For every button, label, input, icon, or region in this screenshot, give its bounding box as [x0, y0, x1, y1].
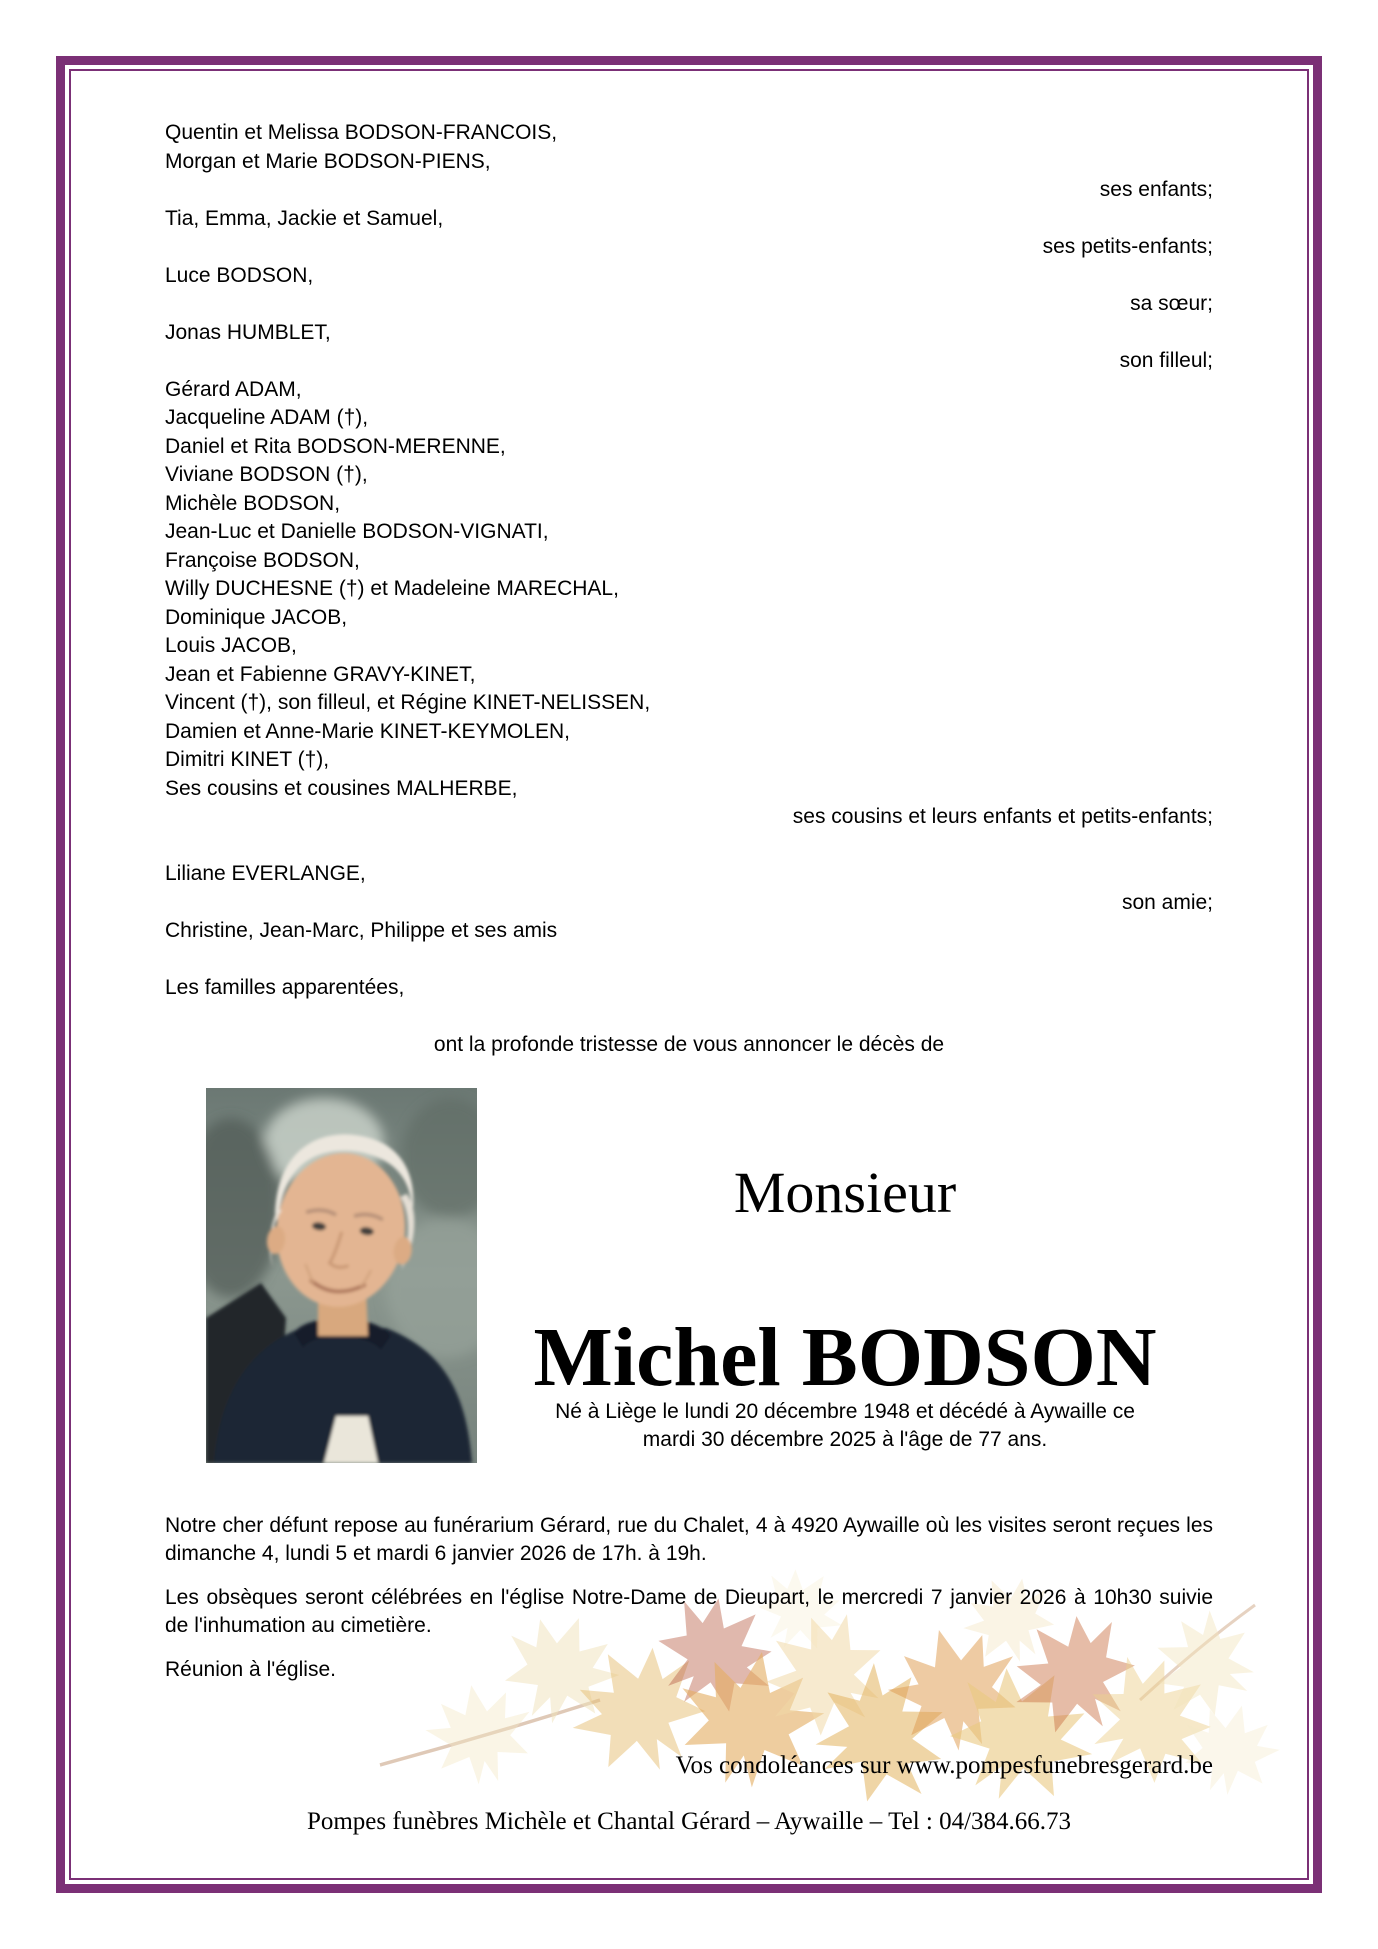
civility-title: Monsieur: [733, 1160, 957, 1225]
relative-line: Viviane BODSON (†),: [165, 463, 368, 486]
relative-line: Damien et Anne-Marie KINET-KEYMOLEN,: [165, 719, 570, 743]
relative-line: Jonas HUMBLET,: [165, 320, 331, 344]
life-dates: [477, 1398, 1213, 1453]
relative-line: Willy DUCHESNE (†) et Madeleine MARECHAL,: [165, 577, 619, 600]
relative-line: Luce BODSON,: [165, 263, 314, 287]
funeral-details: [165, 1512, 1213, 1701]
deceased-name: Michel BODSON: [533, 1311, 1157, 1404]
list-spacer: [165, 946, 1213, 975]
life-dates-line1: Né à Liège le lundi 20 décembre 1948 et décédé à Aywaille ce: [555, 1400, 1135, 1423]
relationship-label: son amie;: [1121, 890, 1213, 914]
service-paragraph: Les obsèques seront célébrées en l'église Notre-Dame de Dieupart, le mercredi 7 janvier 2026 à 10h30 suivie de l'inhumation au cimetière.: [165, 1586, 1213, 1637]
relative-line: Dominique JACOB,: [165, 605, 348, 629]
condolences-website-line: Vos condoléances sur www.pompesfunebresgerard.be: [675, 1752, 1213, 1779]
relative-line: Jean-Luc et Danielle BODSON-VIGNATI,: [165, 520, 549, 543]
relative-line: Christine, Jean-Marc, Philippe et ses amis: [165, 919, 558, 942]
relative-line: Quentin et Melissa BODSON-FRANCOIS,: [165, 121, 558, 144]
portrait-photo: [206, 1088, 477, 1463]
relative-line: Françoise BODSON,: [165, 548, 360, 572]
funeral-home-line: Pompes funèbres Michèle et Chantal Gérard – Aywaille – Tel : 04/384.66.73: [306, 1808, 1072, 1835]
relative-line: Daniel et Rita BODSON-MERENNE,: [165, 434, 506, 458]
relative-line: Dimitri KINET (†),: [165, 748, 330, 771]
relative-line: Louis JACOB,: [165, 634, 297, 657]
relative-line: Tia, Emma, Jackie et Samuel,: [165, 206, 444, 230]
relationship-label: ses cousins et leurs enfants et petits-enfants;: [792, 805, 1213, 828]
relative-line: Vincent (†), son filleul, et Régine KINET-NELISSEN,: [165, 691, 651, 714]
related-families-line: Les familles apparentées,: [165, 976, 405, 999]
list-spacer: [165, 1003, 1213, 1032]
visitation-paragraph: Notre cher défunt repose au funérarium Gérard, rue du Chalet, 4 à 4920 Aywaille où les visites seront reçues les dimanche 4, lundi 5 et mardi 6 janvier 2026 de 17h. à 19h.: [165, 1514, 1213, 1565]
relative-line: Michèle BODSON,: [165, 491, 341, 515]
relative-line: Jacqueline ADAM (†),: [165, 406, 369, 429]
meeting-paragraph: Réunion à l'église.: [165, 1658, 336, 1681]
relationship-label: ses petits-enfants;: [1042, 235, 1213, 258]
life-dates-line2: mardi 30 décembre 2025 à l'âge de 77 ans.: [642, 1427, 1048, 1451]
relatives-list: [165, 119, 1213, 1060]
relative-line: Jean et Fabienne GRAVY-KINET,: [165, 662, 476, 686]
relationship-label: ses enfants;: [1099, 178, 1213, 201]
relationship-label: sa sœur;: [1130, 292, 1213, 315]
relative-line: Ses cousins et cousines MALHERBE,: [165, 776, 518, 800]
relative-line: Gérard ADAM,: [165, 377, 302, 401]
announcement-line: ont la profonde tristesse de vous annoncer le décès de: [433, 1033, 945, 1056]
relative-line: Morgan et Marie BODSON-PIENS,: [165, 149, 491, 173]
list-spacer: [165, 832, 1213, 861]
relationship-label: son filleul;: [1119, 349, 1213, 372]
relative-line: Liliane EVERLANGE,: [165, 862, 366, 885]
